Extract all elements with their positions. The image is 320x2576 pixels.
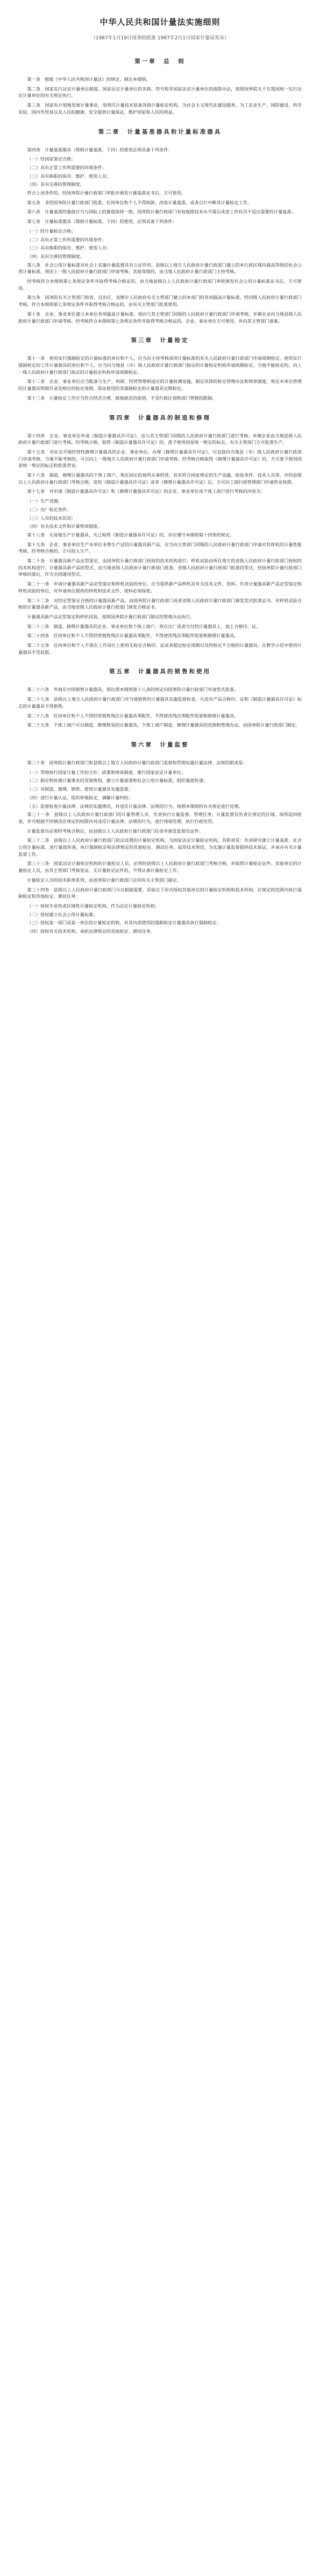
article-paragraph: 第三十条 国务院计量行政部门和县级以上地方人民政府计量行政部门监督和贯彻实施计量法律、法规的职责是： [27, 760, 247, 765]
article-paragraph: 第三十四条 县级以上人民政府计量行政部门可以根据需要，采取以下形式授权其他单位的计量检定机构和技术机构，在规定的范围内执行强制检定和其他检定、测试任务： [18, 886, 302, 899]
article-paragraph: 第二十七条 县级以上地方人民政府计量行政部门对当地销售的计量器具实施监督检查。凡没有产品合格印、证和《制造计量器具许可证》标志的计量器具不得销售。 [18, 696, 302, 709]
article-paragraph: 符合上述条件的，经国务院计量行政部门审批并颁发计量基准证书后，方可使用。 [27, 190, 186, 196]
article-paragraph: 第十九条 企业、事业单位生产本单位未曾生产过的计量器具新产品，应当向主管部门同级的人民政府计量行政部门申请对其样机的计量性能考核。经考核合格的，方可投入生产。 [18, 541, 302, 554]
list-item: （一）生产设施； [27, 498, 62, 504]
article-paragraph: 第二十四条 任何单位和个人不得经营销售残次计量器具零配件，不得使用残次零配件组装和修理计量器具。 [27, 633, 239, 639]
article-paragraph: 第二十一条 申请计量器具新产品定型鉴定和样机试验的单位，应当提供新产品样机及有关技术文件、资料。负责计量器具新产品定型鉴定和样机试验的单位，对申请单位提供的样机和技术文件、资料必须保密。 [18, 581, 302, 594]
article-paragraph: 第十五条 对社会开展经营性修理计量器具的企业、事业单位，办理《修理计量器具许可证》，可直接向当地县（市）级人民政府计量行政部门申请考核。当地不能考核的，可以向上一级地方人民政府计量行政部门申请考核。经考核合格取得《修理计量器具许可证》的，方可准予使用国家统一规定的标志和批准营业。 [18, 449, 302, 469]
article-paragraph: 第三十三条 国家法定计量检定机构的计量检定人员，必须经县级以上人民政府计量行政部门考核合格，并取得计量检定证件。其他单位的计量检定人员，由其主管部门考核发证。无计量检定证件的，不得从事计量检定工作。 [18, 861, 302, 874]
list-item: （二）授权建立社会公用计量标准； [27, 911, 98, 917]
article-paragraph: 第九条 国务院有关主管部门和省、自治区、直辖市人民政府有关主管部门建立的本部门的各项最高计量标准，经同级人民政府计量行政部门考核，符合本细则第七条规定条件并取得考核合格证的，由有关主管部门批准使用。 [18, 295, 302, 308]
article-paragraph: 第三条 国家有计划地发展计量事业，用现代计量技术装备各级计量检定机构，为社会主义现代化建设服务，为工农业生产、国防建设、科学实验、国内外贸易以及人民的健康、安全提供计量保证，维护国家和人民的利益。 [18, 102, 302, 115]
chapter-section [18, 128, 302, 325]
list-item: （四）有关技术文件和计量规章制度。 [27, 523, 102, 529]
document-subtitle: （1987年1月19日国务院批准 1987年2月1日国家计量局发布） [90, 36, 230, 41]
article-paragraph: 第十六条 制造、修理计量器具的个体工商户，须在固定的场所从事经营，具有符合国家规定的生产设施、检验条件、技术人员等，并经县级以上人民政府计量行政部门考核合格，发给《制造计量器具许可证》或者《修理计量器具许可证》后，方可向工商行政管理部门申请营业执照。 [18, 472, 302, 485]
article-paragraph: 计量监督员必须经考核合格后，由县级以上人民政府计量行政部门任命并颁发监督员证件。 [27, 828, 203, 834]
article-paragraph: 第二十条 计量器具新产品定型鉴定，由国务院计量行政部门授权的技术机构进行；样机试验由所在地方的省级人民政府计量行政部门授权的技术机构进行。计量器具新产品的型式，由当地省级人民政府计量行政部门批准。省级人民政府计量行政部门批准的型式，经国务院计量行政部门审核同意后，作为全国通用型式。 [18, 558, 302, 577]
article-paragraph: 第十条 企业、事业单位建立本单位各项最高计量标准，须向与其主管部门同级的人民政府计量行政部门申请考核。乡镇企业向当地县级人民政府计量行政部门申请考核。经考核符合本细则第七条规定条件并取得考核合格证的，企业、事业单位方可使用，并向其主管部门备案。 [18, 311, 302, 324]
list-item: （四）具有完善的管理制度。 [27, 181, 84, 187]
list-item: （二）具有正常工作所需要的环境条件； [27, 164, 106, 170]
chapter-section [18, 414, 302, 656]
list-item: （一）经国家鉴定合格； [27, 156, 76, 162]
article-paragraph: 第十三条 计量检定工作应当符合经济合理、就地就近的原则，不受行政区划和部门管辖的限制。 [27, 395, 217, 401]
article-paragraph: 第十八条 凡易地生产计量器具，凡已取得《制造计量器具许可证》的，亦应遵守本细则第十四条的规定。 [27, 532, 234, 537]
article-paragraph: 第七条 计量标准器具（简称计量标准，下同）的使用，必须具备下列条件： [27, 219, 177, 225]
list-item: （一）贯彻执行国家计量工作的方针、政策和规章制度，推行国家法定计量单位； [27, 769, 186, 775]
chapter-section [18, 57, 302, 116]
chapter-heading: 第二章 计量基准器具和计量标准器具 [98, 128, 222, 135]
list-item: （三）授权某一部门或某一单位的计量检定机构，对其内部使用的强制检定计量器具执行强制检定； [27, 920, 221, 926]
article-paragraph: 第一条 根据《中华人民共和国计量法》的规定，制定本细则。 [27, 76, 151, 82]
article-paragraph: 第十四条 企业、事业单位申请《制造计量器具许可证》，由与其主管部门同级的人民政府计量行政部门进行考核；乡镇企业由当地县级人民政府计量行政部门进行考核。经考核合格，取得《制造计量器具许可证》的，准予使用国家统一规定的标志，有关主管部门方可批准生产。 [18, 432, 302, 445]
chapter-section [18, 667, 302, 729]
list-item: （一）授权专业性或区域性计量检定机构，作为法定计量检定机构； [27, 903, 160, 909]
chapters-container [18, 57, 302, 935]
list-item: （三）人员的技术状况； [27, 515, 76, 521]
list-item: （二）具有正常工作所需要的环境条件； [27, 236, 106, 242]
article-paragraph: 第二条 国家实行法定计量单位制度。国家法定计量单位的名称、符号和非国家法定计量单位的废除办法，按照国务院关于在我国统一实行法定计量单位的有关规定执行。 [18, 86, 302, 99]
list-item: （二）制定和协调计量事业的发展规划，建立计量基准和社会公用计量标准，组织量值传递； [27, 778, 208, 784]
chapter-section [18, 741, 302, 935]
list-item: （四）授权有关技术机构，承担法律规定的其他检定、测试任务。 [27, 929, 155, 934]
article-paragraph: 第十二条 企业、事业单位应当配备与生产、科研、经营管理相适应的计量检测设施，制定具体的检定管理办法和规章制度，规定本单位管理的计量器具明细目录及相应的检定周期，保证使用的非强制检定的计量器具定期检定。 [18, 379, 302, 392]
article-paragraph: 第三十一条 县级以上人民政府计量行政部门的计量管理人员，负责执行计量监督、管理任务；计量监督员负责在规定的区域、场所巡回检查，并可根据不同情况在规定的权限内对违反计量法律、法规的行为，进行现场处理，执行行政处罚。 [18, 812, 302, 824]
chapter-heading: 第五章 计量器具的销售和使用 [109, 668, 211, 675]
chapter-section [18, 336, 302, 401]
article-paragraph: 第二十八条 任何单位和个人不得经营销售残次计量器具零配件，不得使用残次零配件组装和修理计量器具。 [27, 713, 239, 718]
list-item: （三）具有称职的保存、维护、使用人员； [27, 245, 111, 251]
article-paragraph: 第三十二条 县级以上人民政府计量行政部门依法设置的计量检定机构，为国家法定计量检定机构。其职责是：负责研究建立计量基准、社会公用计量标准，进行量值传递，执行强制检定和法律规定的其他检定、测试任务，起草技术规范，为实施计量监督提供技术保证，并承办有关计量监督工作。 [18, 837, 302, 857]
list-item: （三）具有称职的保存、维护、使用人员； [27, 173, 111, 179]
chapter-heading: 第一章 总 则 [134, 58, 186, 65]
list-item: （一）经计量检定合格； [27, 228, 76, 234]
article-paragraph: 计量器具新产品定型鉴定和样机试验，按照国务院计量行政部门制定的管理办法执行。 [27, 613, 195, 619]
article-paragraph: 第六条 计量基准的量值应当与国际上的量值保持一致。国务院计量行政部门有权废除技术水平落后或者工作状况不适应需要的计量基准。 [27, 209, 296, 215]
article-paragraph: 第八条 社会公用计量标准对社会上实施计量监督具有公证作用。县级以上地方人民政府计量行政部门建立的本行政区域内最高等级的社会公用计量标准，须向上一级人民政府计量行政部门申请考核；其他等级的，由当地人民政府计量行政部门主持考核。 [18, 262, 302, 275]
article-paragraph: 第二十九条 个体工商户可以制造、修理简易的计量器具。个体工商户制造、修理计量器具的范围和管理办法，由国务院计量行政部门制定。 [27, 722, 301, 728]
article-paragraph: 第二十三条 制造、修理计量器具的企业、事业单位和个体工商户，须在出厂或者交付的计量器具上，加上合格印、证。 [27, 623, 261, 629]
chapter-heading: 第六章 计量监督 [131, 742, 189, 748]
list-item: （四）具有完善的管理制度。 [27, 253, 84, 259]
article-paragraph: 第四条 计量基准器具（简称计量基准，下同）的使用必须具备下列条件： [27, 146, 173, 152]
article-paragraph: 第二十五条 任何单位和个人不准在工作岗位上使用无检定合格印、证或者超过检定周期以及经检定不合格的计量器具。在教学示范中使用计量器具不受此限。 [18, 643, 302, 655]
article-paragraph: 经考核符合本细则第七条规定条件并取得考核合格证的，由当地县级以上人民政府计量行政部门审批颁发社会公用计量标准证书后，方可使用。 [18, 278, 302, 291]
article-paragraph: 第十七条 对申请《制造计量器具许可证》和《修理计量器具许可证》的企业、事业单位或个体工商户进行考核的内容为： [27, 488, 265, 494]
chapter-heading: 第四章 计量器具的制造和修理 [109, 414, 211, 421]
list-item: （五）监督检查计量法律、法规的实施情况，对违反计量法律、法规的行为，按照本细则的有关规定进行处理。 [27, 803, 243, 809]
article-paragraph: 第二十二条 对经定型鉴定合格的计量器具新产品，由国务院计量行政部门或者省级人民政府计量行政部门颁发型式批准证书。对样机试验合格的计量器具新产品，由当地省级人民政府计量行政部门颁发合格证书。 [18, 597, 302, 610]
chapter-heading: 第三章 计量检定 [131, 337, 189, 344]
article-paragraph: 第十一条 使用实行强制检定的计量标准的单位和个人，应当向主持考核该项计量标准的有关人民政府计量行政部门申请周期检定。使用实行强制检定的工作计量器具的单位和个人，应当向当地县（市）级人民政府计量行政部门指定的计量检定机构申请周期检定。当地不能检定的，向上一级人民政府计量行政部门指定的计量检定机构申请周期检定。 [18, 355, 302, 375]
list-item: （四）进行计量认证，组织仲裁检定，调解计量纠纷； [27, 794, 133, 800]
article-paragraph: 第二十六条 外商在中国销售计量器具，须比照本细则第十八条的规定向国务院计量行政部门申请型式批准。 [27, 687, 239, 693]
list-item: （三）对制造、修理、销售、使用计量器具实施监督； [27, 786, 133, 792]
document-title: 中华人民共和国计量法实施细则 [99, 17, 221, 27]
article-paragraph: 第五条 非经国务院计量行政部门批准，任何单位和个人不得拆卸、改装计量基准，或者自行中断其计量检定工作。 [27, 199, 252, 205]
list-item: （二）出厂检定条件； [27, 506, 72, 512]
article-paragraph: 计量检定人员的技术职务系列，由国务院计量行政部门会同有关主管部门制定。 [27, 877, 181, 883]
